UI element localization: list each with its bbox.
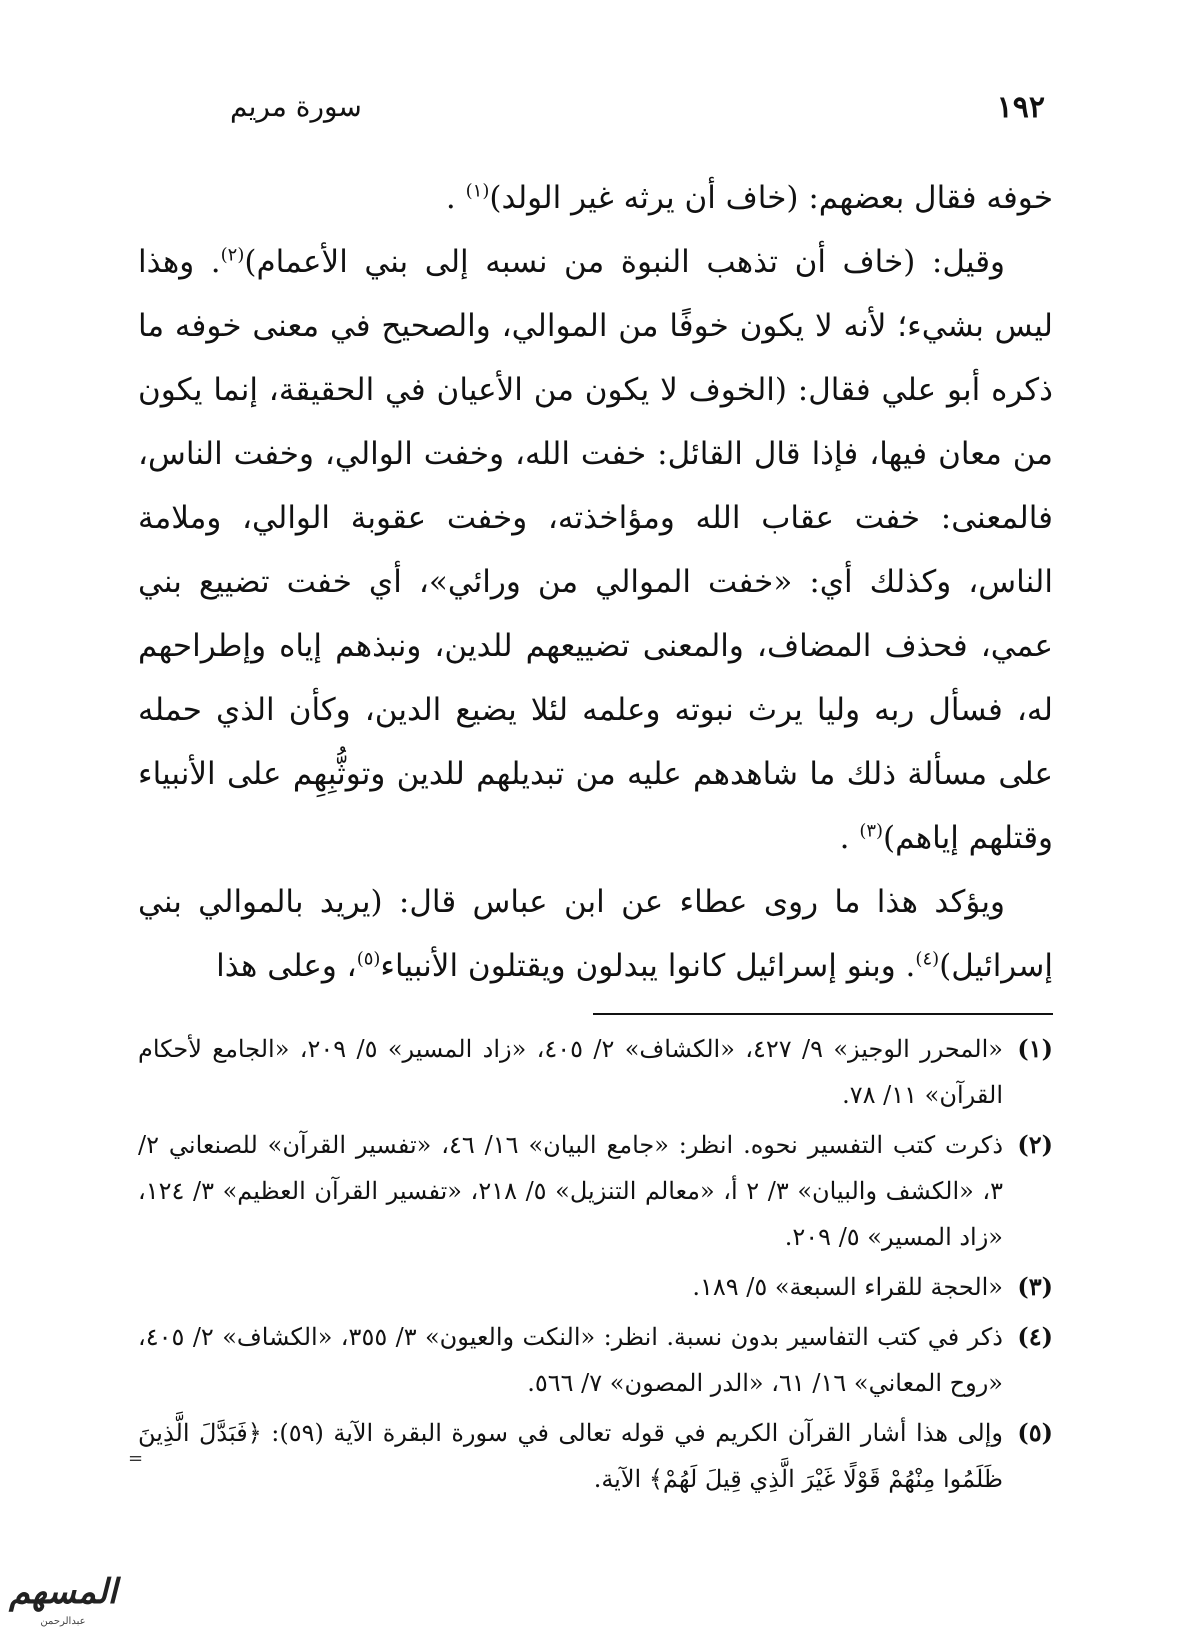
footnote-ref-2: (٢) [220, 244, 245, 266]
paragraph-2-text-a: وقيل: (خاف أن تذهب النبوة من نسبه إلى بني الأعمام) [244, 244, 1005, 280]
main-text [138, 166, 1053, 998]
paragraph-1-tail: . [445, 180, 466, 216]
footnote-2 [138, 1122, 1053, 1260]
footnote-3 [138, 1264, 1053, 1310]
paragraph-1 [138, 166, 1053, 230]
footnote-text: وإلى هذا أشار القرآن الكريم في قوله تعالى في سورة البقرة الآية (٥٩): ﴿فَبَدَّلَ الَّذِينَ ظَلَمُوا مِنْهُمْ قَوْلًا غَيْرَ الَّذِي قِيلَ لَهُمْ﴾ الآية. [138, 1419, 1004, 1493]
page-number: ١٩٢ [996, 90, 1045, 125]
footnote-separator [593, 1013, 1053, 1015]
stamp-main-text: المسهم [8, 1572, 118, 1612]
footnote-number: (٣) [1017, 1272, 1053, 1301]
footnote-ref-4: (٤) [915, 948, 940, 970]
footnote-ref-5: (٥) [356, 948, 381, 970]
page-header [140, 90, 1045, 140]
footnote-number: (٢) [1017, 1130, 1053, 1159]
paragraph-3-text-c: ، وعلى هذا [216, 948, 357, 984]
paragraph-2 [138, 230, 1053, 870]
continuation-mark: = [128, 1448, 144, 1469]
stamp-sub-text: عبدالرحمن [40, 1616, 86, 1627]
library-stamp-logo [8, 1564, 118, 1634]
footnote-ref-3: (٣) [859, 820, 884, 842]
paragraph-3 [138, 870, 1053, 998]
paragraph-2-text-b: . وهذا ليس بشيء؛ لأنه لا يكون خوفًا من الموالي، والصحيح في معنى خوفه ما ذكره أبو علي فقال: (الخوف لا يكون من الأعيان في الحقيقة، إنما يكون من معان فيها، فإذا قال القائل: خفت الله، وخفت الوالي، وخفت الناس، فالمعنى: خفت عقاب الله ومؤاخذته، وخفت عقوبة الوالي، وملامة الناس، وكذلك أي: «خفت الموالي من ورائي»، أي خفت تضييع بني عمي، فحذف المضاف، والمعنى تضييعهم للدين، ونبذهم إياه وإطراحهم له، فسأل ربه وليا يرث نبوته وعلمه لئلا يضيع الدين، وكأن الذي حمله على مسألة ذلك ما شاهدهم عليه من تبديلهم للدين وتوثُّبِهِم على الأنبياء وقتلهم إياهم) [138, 244, 1053, 856]
footnote-ref-1: (١) [465, 180, 490, 202]
paragraph-3-text-a: ويؤكد هذا ما روى عطاء عن ابن عباس قال: (يريد بالموالي بني إسرائيل) [138, 884, 1053, 984]
running-title: سورة مريم [230, 90, 362, 123]
footnote-number: (٥) [1017, 1418, 1053, 1447]
footnote-4 [138, 1314, 1053, 1406]
footnote-text: «الحجة للقراء السبعة» ٥/ ١٨٩. [692, 1273, 1003, 1301]
paragraph-3-text-b: . وبنو إسرائيل كانوا يبدلون ويقتلون الأنبياء [380, 948, 916, 984]
paragraph-1-text: خوفه فقال بعضهم: (خاف أن يرثه غير الولد) [489, 180, 1053, 216]
footnote-number: (١) [1017, 1034, 1053, 1063]
footnote-text: «المحرر الوجيز» ٩/ ٤٢٧، «الكشاف» ٢/ ٤٠٥، «زاد المسير» ٥/ ٢٠٩، «الجامع لأحكام القرآن» ١١/ ٧٨. [138, 1035, 1003, 1109]
footnote-text: ذكر في كتب التفاسير بدون نسبة. انظر: «النكت والعيون» ٣/ ٣٥٥، «الكشاف» ٢/ ٤٠٥، «روح المعاني» ١٦/ ٦١، «الدر المصون» ٧/ ٥٦٦. [138, 1323, 1003, 1397]
footnote-5 [138, 1410, 1053, 1502]
paragraph-2-tail: . [839, 820, 860, 856]
footnote-number: (٤) [1017, 1322, 1053, 1351]
footnotes [138, 1026, 1053, 1506]
footnote-1 [138, 1026, 1053, 1118]
footnote-text: ذكرت كتب التفسير نحوه. انظر: «جامع البيان» ١٦/ ٤٦، «تفسير القرآن» للصنعاني ٢/ ٣، «الكشف والبيان» ٣/ ٢ أ، «معالم التنزيل» ٥/ ٢١٨، «تفسير القرآن العظيم» ٣/ ١٢٤، «زاد المسير» ٥/ ٢٠٩. [138, 1131, 1004, 1251]
